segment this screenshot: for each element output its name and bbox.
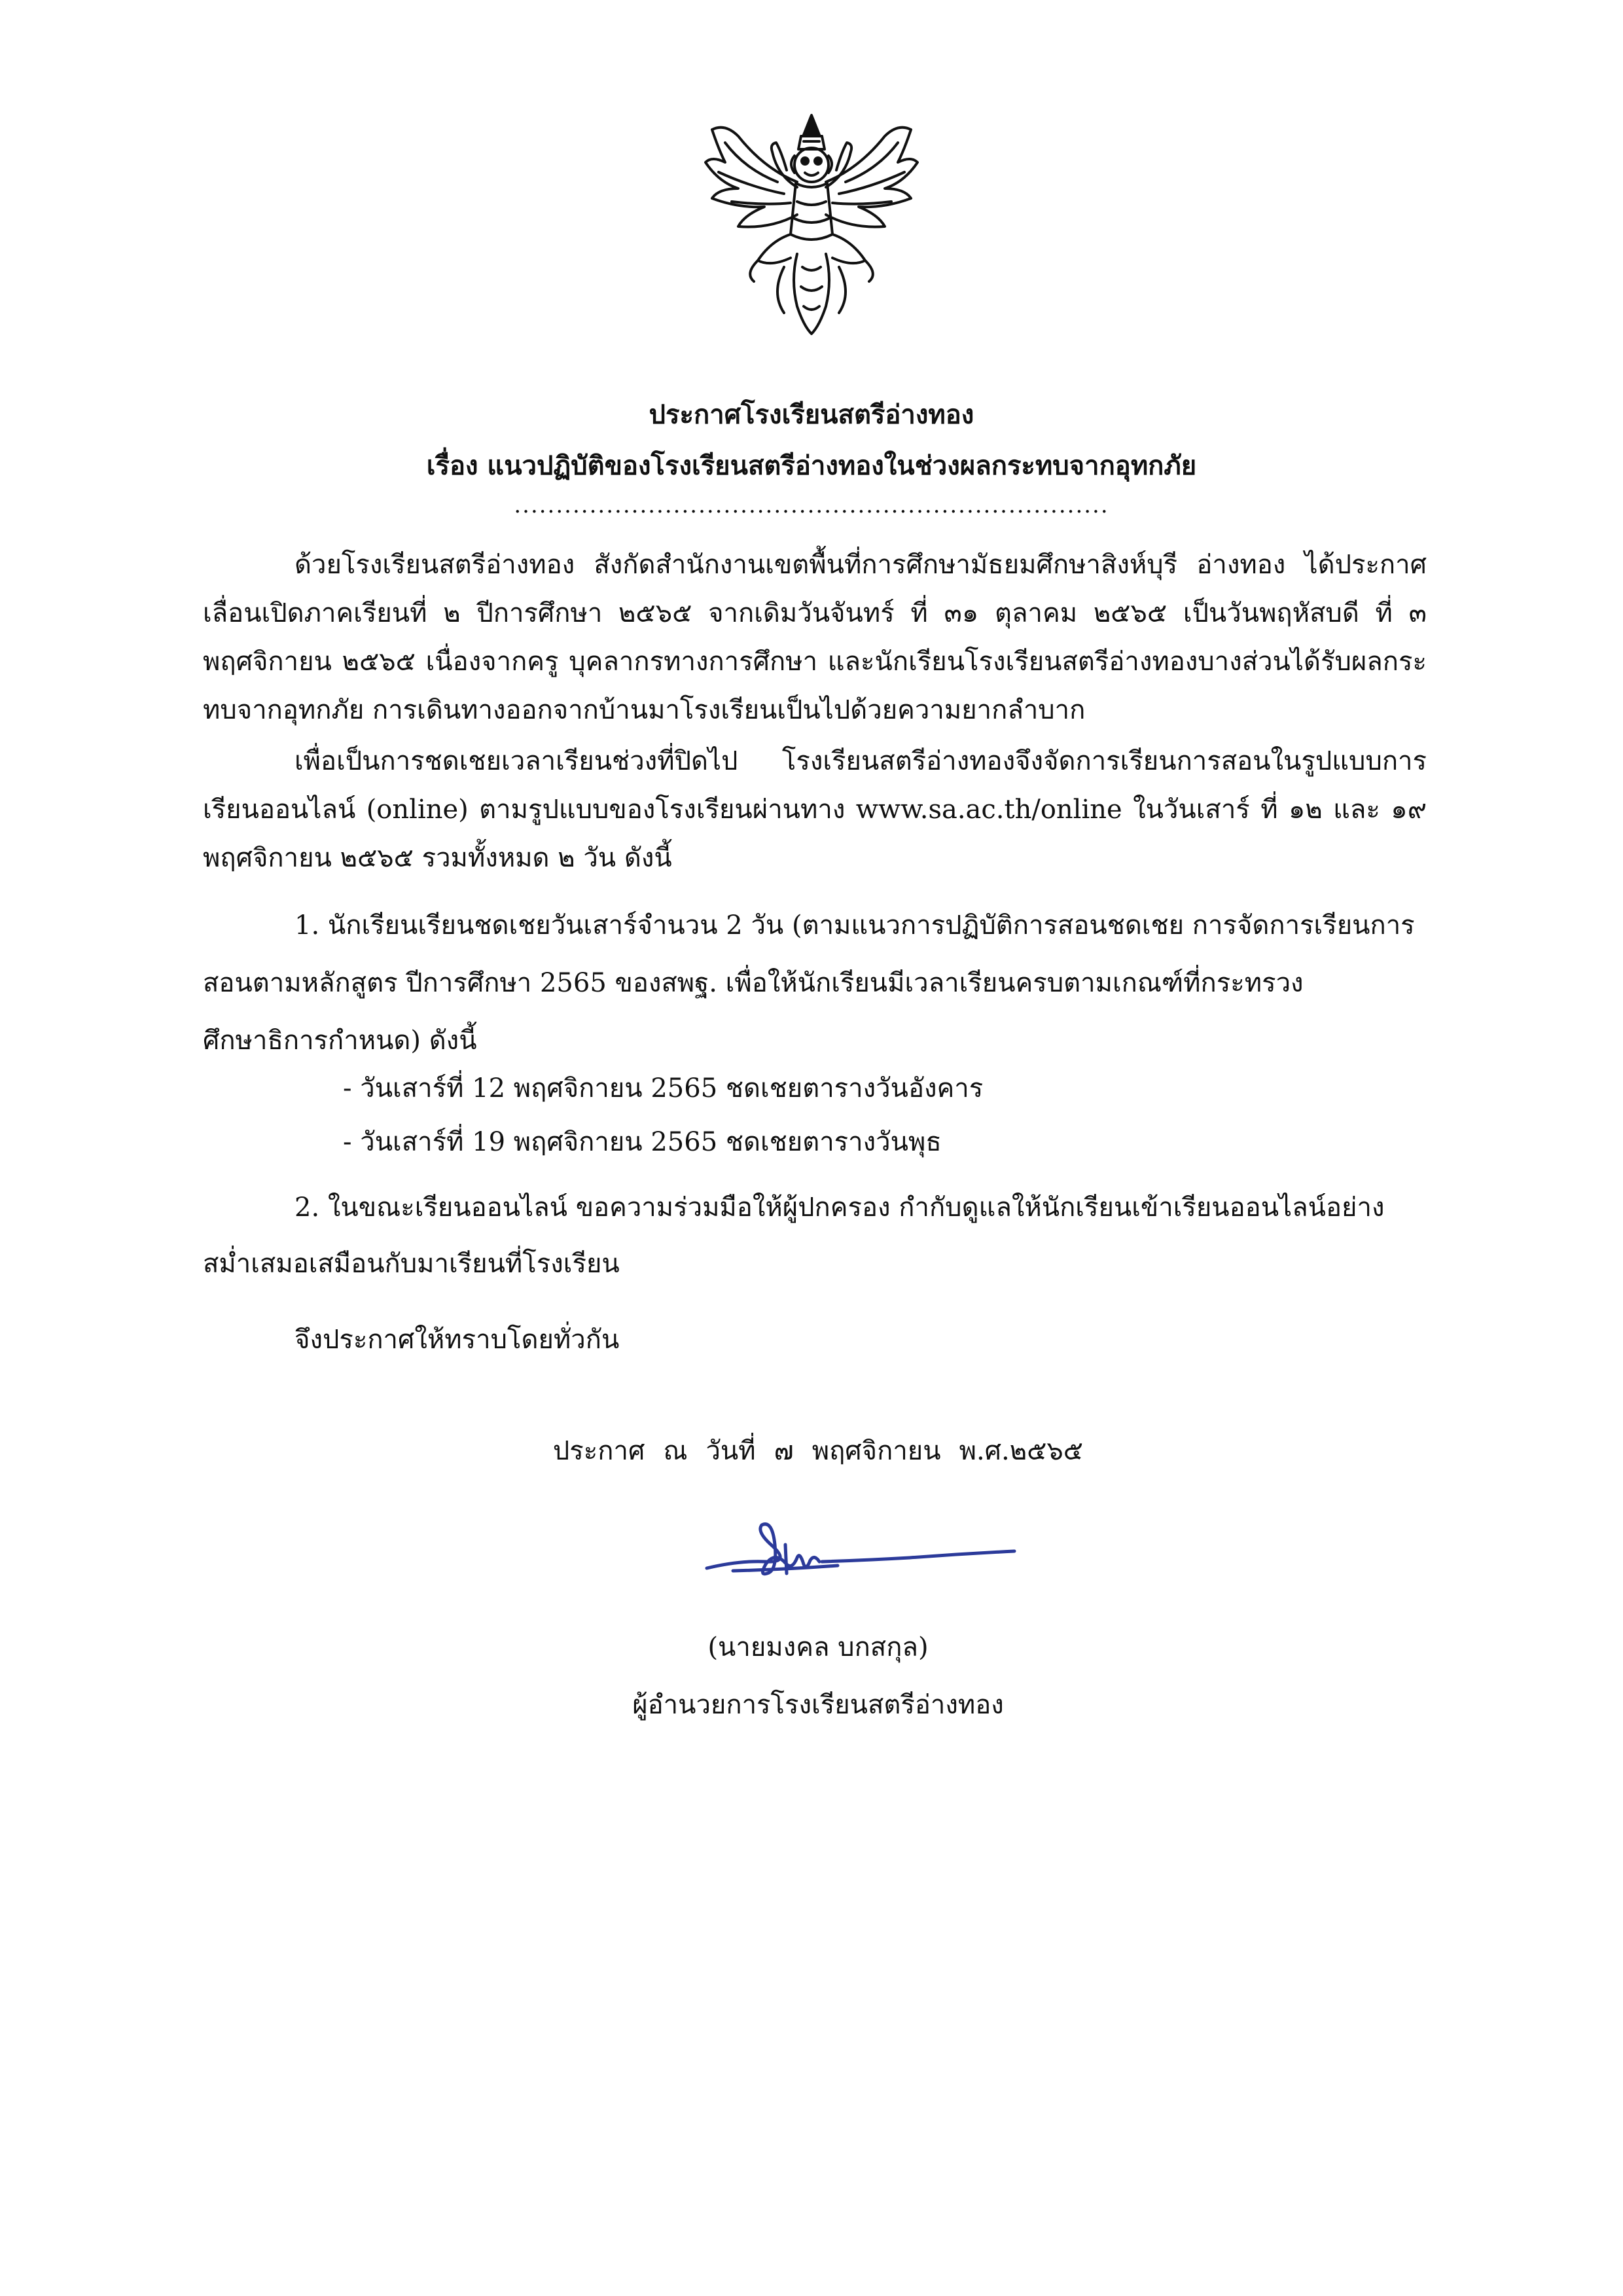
list-item-1 xyxy=(203,897,1427,1069)
date-day-label: วันที่ xyxy=(705,1436,756,1466)
signer-position: ผู้อำนวยการโรงเรียนสตรีอ่างทอง xyxy=(632,1690,1004,1720)
signature-icon xyxy=(694,1505,1027,1590)
date-month: พฤศจิกายน xyxy=(812,1436,941,1466)
document-title: ประกาศโรงเรียนสตรีอ่างทอง xyxy=(649,399,974,430)
document-subject: เรื่อง แนวปฏิบัติของโรงเรียนสตรีอ่างทองในช่วงผลกระทบจากอุทกภัย xyxy=(426,450,1197,481)
date-at: ณ xyxy=(663,1436,688,1466)
announcement-date xyxy=(0,1427,1623,1475)
list-item-1-text: 1. นักเรียนเรียนชดเชยวันเสาร์จำนวน 2 วัน (ตามแนวการปฏิบัติการสอนชดเชย การจัดการเรียนการสอนตามหลักสูตร ปีการศึกษา 2565 ของสพฐ. เพื่อให้นักเรียนมีเวลาเรียนครบตามเกณฑ์ที่กระทรวงศึกษาธิการกำหนด) ดังนี้ xyxy=(203,910,1415,1056)
paragraph-compensation xyxy=(203,737,1427,882)
date-label: ประกาศ xyxy=(552,1436,645,1466)
date-year: พ.ศ.๒๕๖๕ xyxy=(959,1436,1084,1466)
title-separator: ....................................................................... xyxy=(514,492,1109,518)
closing-statement: จึงประกาศให้ทราบโดยทั่วกัน xyxy=(294,1325,620,1355)
paragraph-announcement xyxy=(203,541,1427,734)
paragraph-1-text: ด้วยโรงเรียนสตรีอ่างทอง สังกัดสำนักงานเขตพื้นที่การศึกษามัธยมศึกษาสิงห์บุรี อ่างทอง ได้ประกาศเลื่อนเปิดภาคเรียนที่ ๒ ปีการศึกษา ๒๕๖๕ จากเดิมวันจันทร์ ที่ ๓๑ ตุลาคม ๒๕๖๕ เป็นวันพฤหัสบดี ที่ ๓ พฤศจิกายน ๒๕๖๕ เนื่องจากครู บุคลากรทางการศึกษา และนักเรียนโรงเรียนสตรีอ่างทองบางส่วนได้รับผลกระทบจากอุทกภัย การเดินทางออกจากบ้านมาโรงเรียนเป็นไปด้วยความยากลำบาก xyxy=(203,550,1427,725)
sub-item-saturday-19: - วันเสาร์ที่ 19 พฤศจิกายน 2565 ชดเชยตารางวันพุธ xyxy=(343,1127,942,1157)
sub-item-saturday-12: - วันเสาร์ที่ 12 พฤศจิกายน 2565 ชดเชยตารางวันอังคาร xyxy=(343,1073,984,1103)
list-item-2-text: 2. ในขณะเรียนออนไลน์ ขอความร่วมมือให้ผู้ปกครอง กำกับดูแลให้นักเรียนเข้าเรียนออนไลน์อย่างสม่ำเสมอเสมือนกับมาเรียนที่โรงเรียน xyxy=(203,1193,1385,1279)
signer-name: (นายมงคล บกสกุล) xyxy=(707,1632,929,1662)
garuda-emblem-icon xyxy=(699,110,924,339)
list-item-2 xyxy=(203,1179,1427,1292)
date-day: ๗ xyxy=(774,1436,794,1466)
paragraph-2-text: เพื่อเป็นการชดเชยเวลาเรียนช่วงที่ปิดไป โรงเรียนสตรีอ่างทองจึงจัดการเรียนการสอนในรูปแบบการเรียนออนไลน์ (online) ตามรูปแบบของโรงเรียนผ่านทาง www.sa.ac.th/online ในวันเสาร์ ที่ ๑๒ และ ๑๙ พฤศจิกายน ๒๕๖๕ รวมทั้งหมด ๒ วัน ดังนี้ xyxy=(203,746,1427,873)
